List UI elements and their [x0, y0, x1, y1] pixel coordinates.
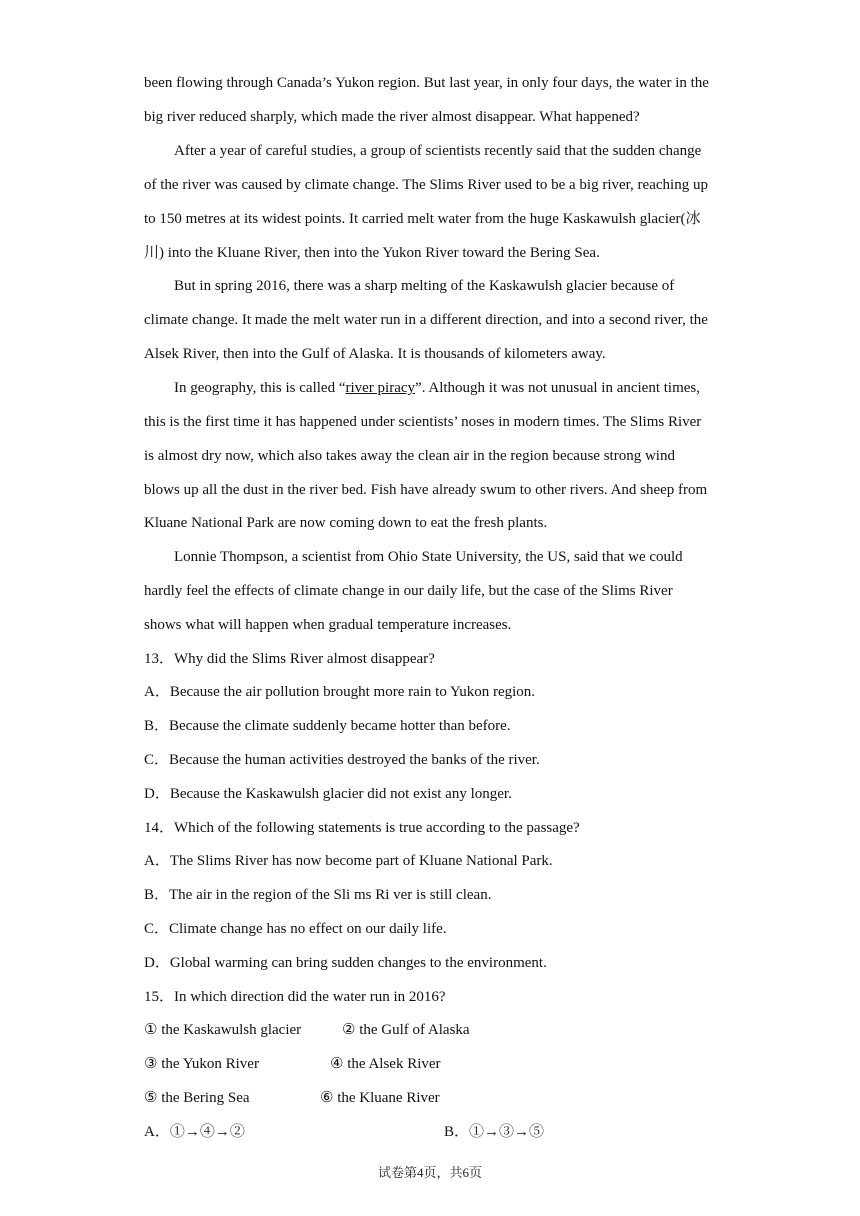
place-item: ⑤ the Bering Sea	[144, 1090, 250, 1106]
place-item: ① the Kaskawulsh glacier	[144, 1022, 302, 1038]
passage-line: climate change. It made the melt water run in a different direction, and into a second river, the	[144, 312, 708, 328]
passage-line: Kluane National Park are now coming down to eat the fresh plants.	[144, 515, 548, 531]
answer-option[interactable]: D．Because the Kaskawulsh glacier did not exist any longer.	[144, 786, 512, 802]
place-item: ④ the Alsek River	[330, 1056, 441, 1072]
passage-line: Alsek River, then into the Gulf of Alaska. It is thousands of kilometers away.	[144, 346, 606, 362]
underlined-term: river piracy	[345, 380, 416, 396]
answer-option[interactable]: A．Because the air pollution brought more rain to Yukon region.	[144, 684, 536, 700]
answer-option[interactable]: C．Because the human activities destroyed the banks of the river.	[144, 752, 540, 768]
passage-line: Lonnie Thompson, a scientist from Ohio State University, the US, said that we could	[174, 549, 683, 565]
answer-option[interactable]: B．The air in the region of the Sli ms Ri ver is still clean.	[144, 887, 492, 903]
answer-option[interactable]: B．Because the climate suddenly became hotter than before.	[144, 718, 511, 734]
text-segment: In geography, this is called “	[174, 380, 346, 396]
answer-option[interactable]: A．①→④→②	[144, 1124, 245, 1140]
passage-line: is almost dry now, which also takes away the clean air in the region because strong wind	[144, 448, 675, 464]
passage-line: shows what will happen when gradual temperature increases.	[144, 617, 512, 633]
passage-line	[174, 378, 719, 398]
passage-line: big river reduced sharply, which made the river almost disappear. What happened?	[144, 109, 640, 125]
passage-line: After a year of careful studies, a group of scientists recently said that the sudden change	[174, 143, 702, 159]
place-item: ⑥ the Kluane River	[320, 1090, 440, 1106]
question-stem: 14．Which of the following statements is true according to the passage?	[144, 820, 580, 836]
passage-line: to 150 metres at its widest points. It carried melt water from the huge Kaskawulsh glacier(冰	[144, 211, 701, 227]
passage-line: blows up all the dust in the river bed. Fish have already swum to other rivers. And sheep from	[144, 482, 708, 498]
question-stem: 13．Why did the Slims River almost disappear?	[144, 651, 435, 667]
page-footer: 试卷第4页，共6页	[377, 1165, 482, 1180]
passage-line: been flowing through Canada’s Yukon region. But last year, in only four days, the water in the	[144, 75, 709, 91]
passage-line: this is the first time it has happened under scientists’ noses in modern times. The Slims River	[144, 414, 702, 430]
answer-option[interactable]: D．Global warming can bring sudden changes to the environment.	[144, 955, 547, 971]
passage-line: hardly feel the effects of climate change in our daily life, but the case of the Slims River	[144, 583, 673, 599]
place-item: ② the Gulf of Alaska	[342, 1022, 470, 1038]
passage-line: 川) into the Kluane River, then into the Yukon River toward the Bering Sea.	[144, 245, 600, 261]
answer-option[interactable]: A．The Slims River has now become part of Kluane National Park.	[144, 853, 553, 869]
passage-line: of the river was caused by climate change. The Slims River used to be a big river, reaching up	[144, 177, 708, 193]
text-segment: ”. Although it was not unusual in ancient times,	[415, 380, 700, 396]
answer-option[interactable]: B．①→③→⑤	[444, 1124, 545, 1140]
passage-line: But in spring 2016, there was a sharp melting of the Kaskawulsh glacier because of	[174, 278, 675, 294]
question-stem: 15．In which direction did the water run in 2016?	[144, 989, 446, 1005]
answer-option[interactable]: C．Climate change has no effect on our daily life.	[144, 921, 447, 937]
place-item: ③ the Yukon River	[144, 1056, 259, 1072]
